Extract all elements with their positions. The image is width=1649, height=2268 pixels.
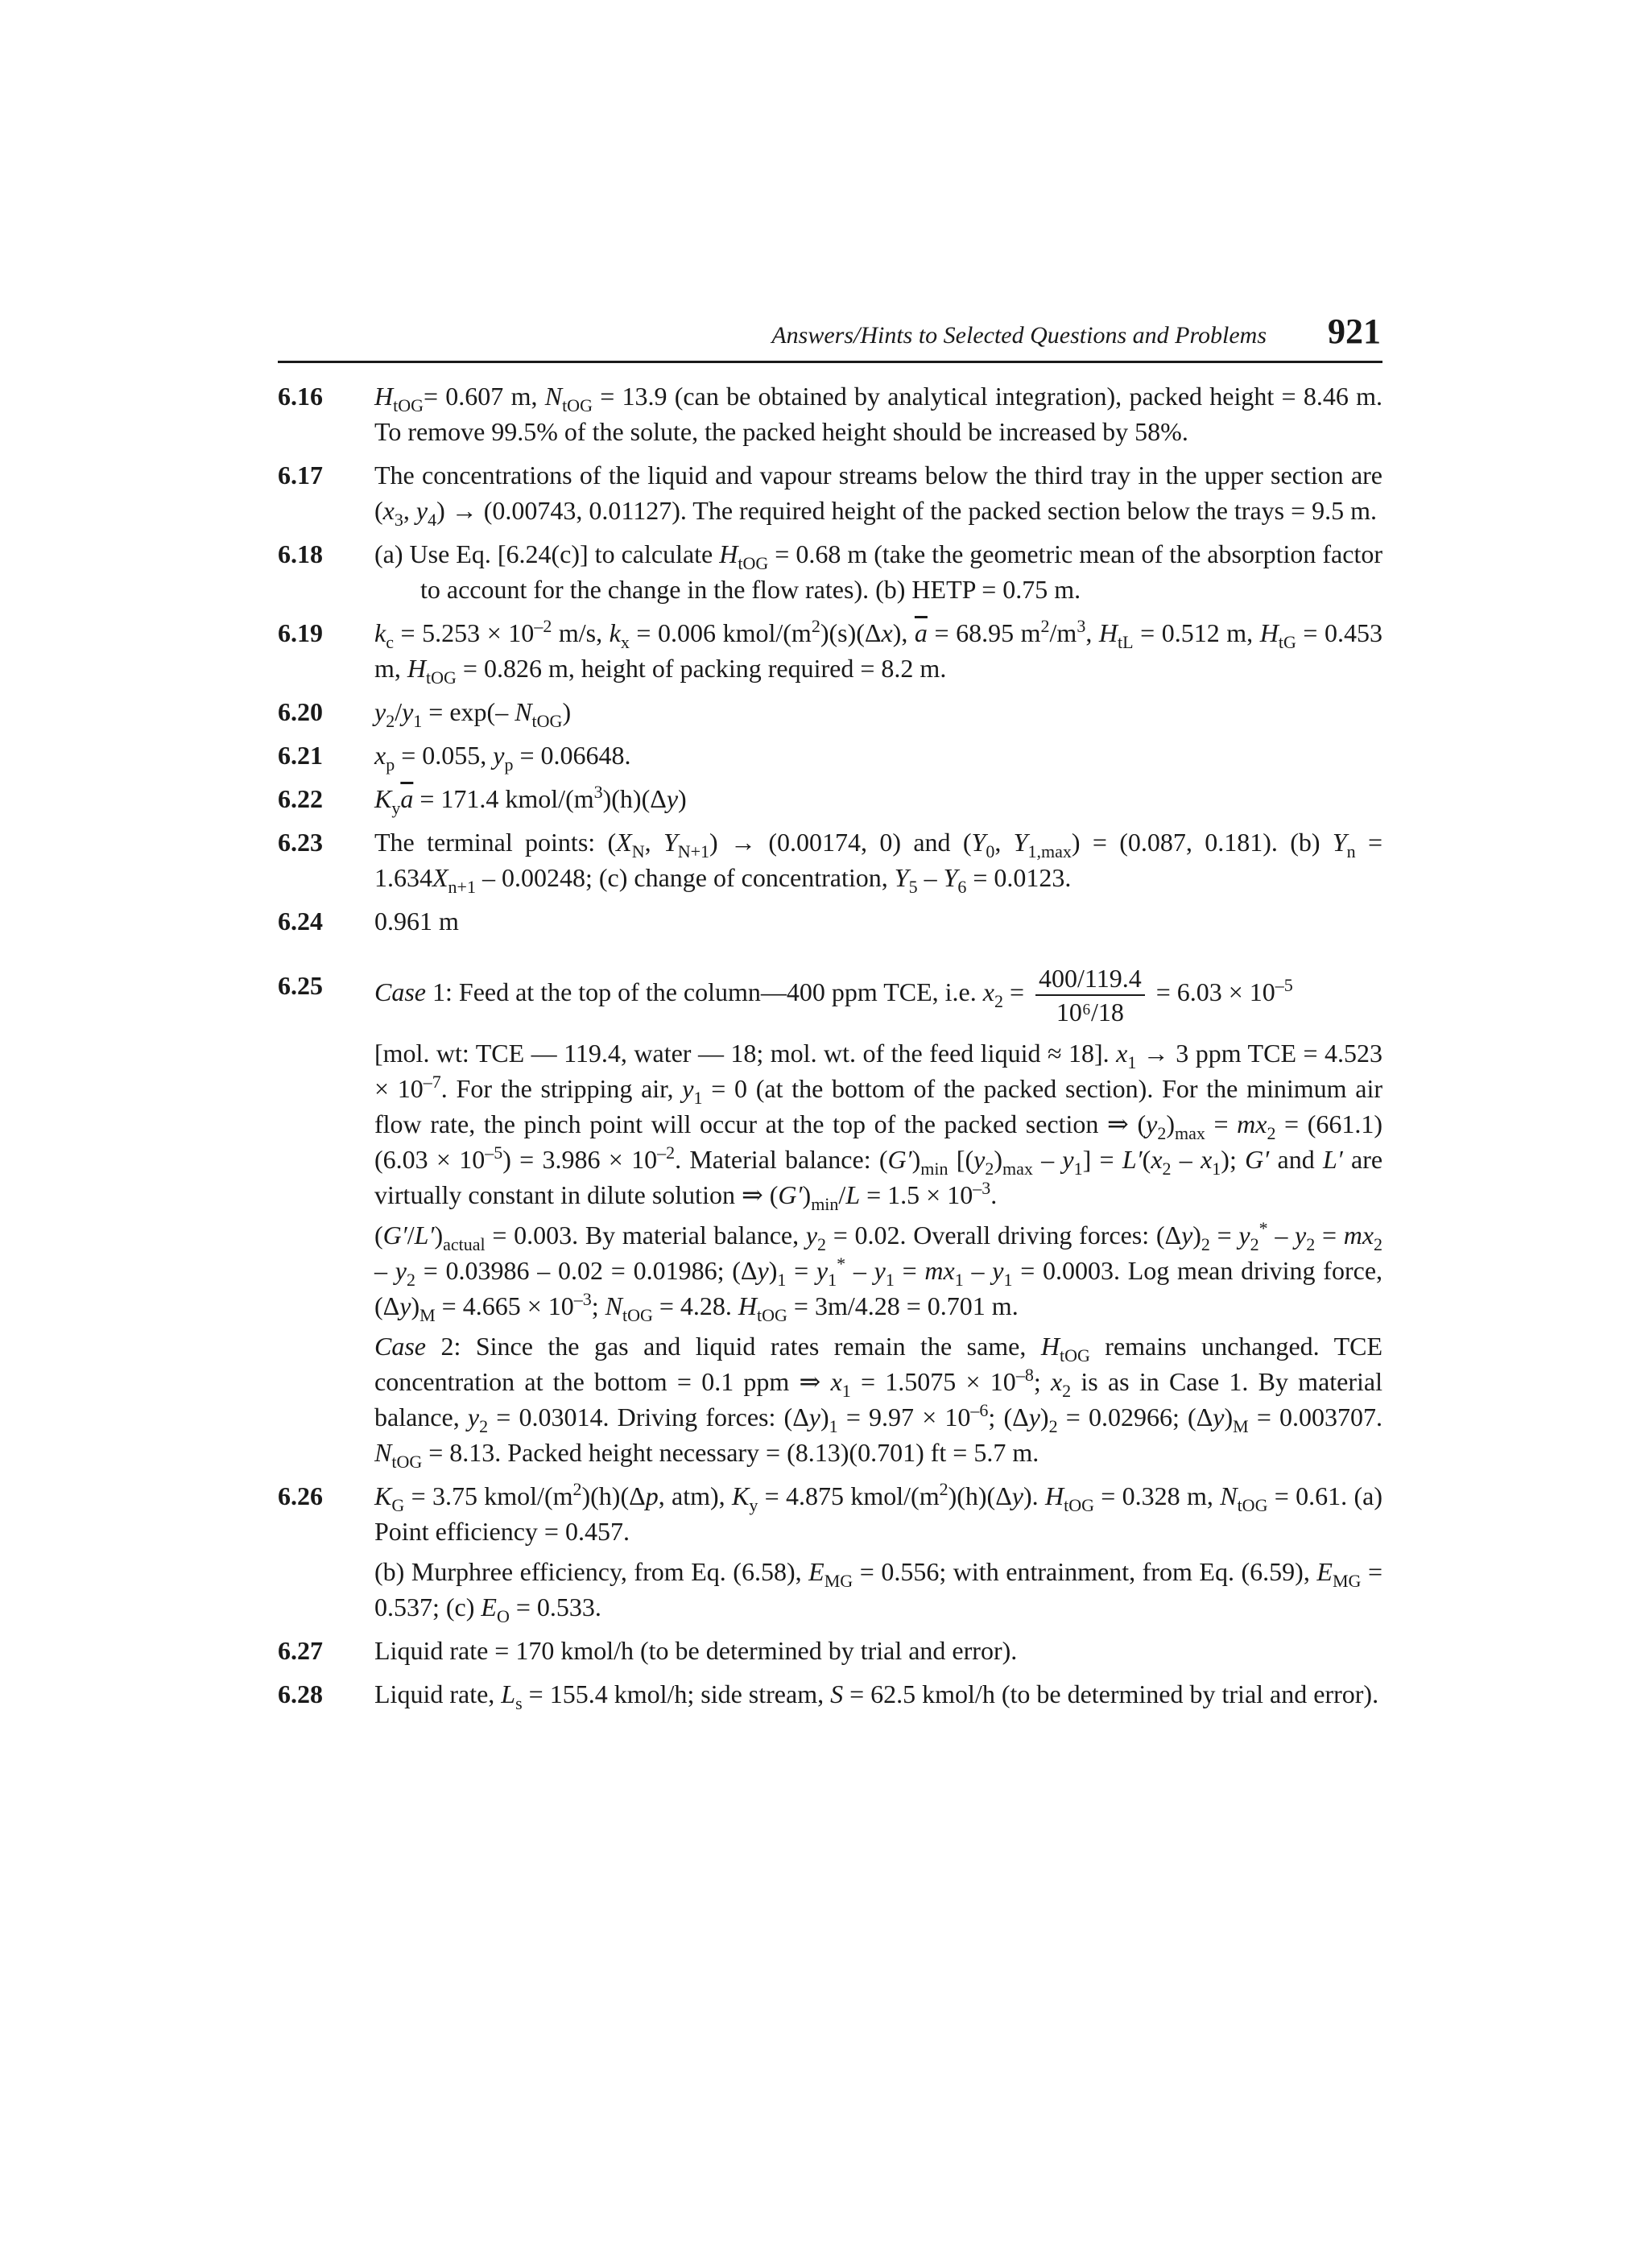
answer-text: $(G'/L')_{actual} = 0.003$. By material balance, $y_2 = 0.02$. Overall driving forces: $(\Delta y)_2 = y_2^* - y_2 = mx_2 - y_2 = 0.03986 - 0.02 = 0.01986$; $(\Delta y)_1 = y_1^* - y_1 = mx_1 - y_1 = 0.0003$. Log mean driving force, $(\Delta y)_M = 4.665 \times 10^{-3}$; $N_{tOG} = 4.28$. $H_{tOG} = 3m/4.28 = 0.701$ m.: [374, 1218, 1383, 1325]
answer-item: [278, 1676, 1382, 1712]
fraction: $\frac{400/119.4}{\text{10⁶/18}}$: [1035, 962, 1145, 1028]
page-number: 921: [1328, 312, 1381, 351]
running-title: Answers/Hints to Selected Questions and Problems: [771, 322, 1267, 349]
answer-text: The terminal points: ($X_N$, $Y_{N+1}) \to (0.00174$, 0) and ($Y_0$, $Y_{1,max}) = (0.087$, 0.181). (b) $Y_n = 1.634X_{n+1} - 0.00248$; (c) change of concentration, $Y_5 - Y_6 = 0.0123$.: [374, 828, 1383, 897]
answer-number: 6.20: [278, 697, 323, 726]
answer-number: 6.16: [278, 382, 323, 411]
answer-item: [278, 536, 1382, 607]
answer-number: 6.26: [278, 1481, 323, 1510]
answer-item: [278, 947, 1382, 1470]
answer-text: $y_2/y_1 = \exp(-$ $N_{tOG}$): [374, 697, 572, 731]
answer-item: [278, 781, 1382, 816]
answer-number: 6.17: [278, 461, 323, 490]
answer-number: 6.24: [278, 907, 323, 936]
answer-number: 6.28: [278, 1679, 323, 1708]
running-header: [278, 304, 1382, 363]
answer-number: 6.27: [278, 1636, 323, 1665]
answer-text: $K_y\overline{a} = 171.4$ kmol/$(m^3)(h)(\Delta y)$: [374, 782, 687, 818]
answer-number: 6.19: [278, 618, 323, 647]
answers-list: [278, 378, 1382, 1720]
answer-text: (b) Murphree efficiency, from Eq. (6.58), $E_{MG} = 0.556$; with entrainment, from Eq. (6.59), $E_{MG} = 0.537$; (c) $E_O = 0.533$.: [374, 1557, 1382, 1626]
answer-text: Case 2: Since the gas and liquid rates remain the same, $H_{tOG}$ remains unchanged. TCE concentration at the bottom = 0.1 ppm ⇒ $x_1 = 1.5075 \times 10^{-8}$; $x_2$ is as in Case 1. By material balance, $y_2 = 0.03014$. Driving forces: $(\Delta y)_1 = 9.97 \times 10^{-6}$; $(\Delta y)_2 = 0.02966$; $(\Delta y)_M = 0.003707$. $N_{tOG} = 8.13$. Packed height necessary = (8.13)(0.701) ft = 5.7 m.: [374, 1332, 1383, 1472]
answer-text: Case 1: Feed at the top of the column—400 ppm TCE, i.e. $x_2$ = $\frac{400/119.4}{\text{10⁶/18}}$ = $6.03 \times 10^{-5}$: [374, 963, 1293, 1027]
answer-number: 6.21: [278, 741, 323, 770]
answer-text: Liquid rate = 170 kmol/h (to be determined by trial and error).: [374, 1636, 1018, 1665]
answer-text: The concentrations of the liquid and vapour streams below the third tray in the upper section are ($x_3$, $y_4) \to (0.00743$, 0.01127). The required height of the packed section below the trays = 9.5 m.: [374, 461, 1382, 530]
answer-item: [278, 1478, 1382, 1625]
answer-item: [278, 737, 1382, 773]
answer-text: Liquid rate, $L_s = 155.4$ kmol/h; side stream, S = 62.5 kmol/h (to be determined by trial and error).: [374, 1679, 1379, 1713]
answer-item: [278, 694, 1382, 729]
answer-item: [278, 824, 1382, 895]
answer-text: $K_G = 3.75$ kmol/$(m^2)(h)(\Delta p$, atm), $K_y = 4.875$ kmol/$(m^2)(h)(\Delta y)$. $H_{tOG} = 0.328$ m, $N_{tOG} = 0.61$. (a) Point efficiency = 0.457.: [374, 1479, 1382, 1546]
answer-text: [mol. wt: TCE — 119.4, water — 18; mol. wt. of the feed liquid ≈ 18]. $x_1 \to 3$ ppm TCE = $4.523 \times 10^{-7}$. For the stripping air, $y_1 = 0$ (at the bottom of the packed section). For the minimum air flow rate, the pinch point will occur at the top of the packed section ⇒ $(y_2)_{max} = mx_2 = (661.1) (6.03 \times 10^{-5}) = 3.986 \times 10^{-2}$. Material balance: $(G')_{min}$ $[(y_2)_{max} - y_1] = L'(x_2 - x_1)$; G′ and L′ are virtually constant in dilute solution ⇒ $(G')_{min}/L = 1.5 \times 10^{-3}$.: [374, 1039, 1383, 1214]
answer-number: 6.22: [278, 784, 323, 813]
answer-number: 6.18: [278, 539, 323, 568]
answer-item: [278, 457, 1382, 528]
answer-text: $x_p = 0.055$, $y_p = 0.06648$.: [374, 741, 631, 775]
answer-item: [278, 378, 1382, 449]
answer-text: $H_{tOG}= 0.607$ m, $N_{tOG} = 13.9$ (can be obtained by analytical integration), packed height = 8.46 m. To remove 99.5% of the solute, the packed height should be increased by 58%.: [374, 382, 1383, 446]
answer-number: 6.23: [278, 828, 323, 857]
answer-item: [278, 1633, 1382, 1668]
answer-text: $k_c = 5.253 \times 10^{-2}$ m/s, $k_x = 0.006$ kmol/$(m^2)(s)(\Delta x)$, $\overline{a} = 68.95$ $m^2/m^3$, $H_{tL} = 0.512$ m, $H_{tG} = 0.453$ m, $H_{tOG} = 0.826$ m, height of packing required = 8.2 m.: [374, 616, 1383, 688]
answer-text: (a) Use Eq. [6.24(c)] to calculate $H_{tOG} = 0.68$ m (take the geometric mean of the absorption factor to account for the change in the flow rates). (b) HETP = 0.75 m.: [374, 539, 1383, 604]
answer-number: 6.25: [278, 971, 323, 1000]
answer-text: 0.961 m: [374, 907, 459, 936]
answer-item: [278, 615, 1382, 686]
answer-item: [278, 903, 1382, 939]
